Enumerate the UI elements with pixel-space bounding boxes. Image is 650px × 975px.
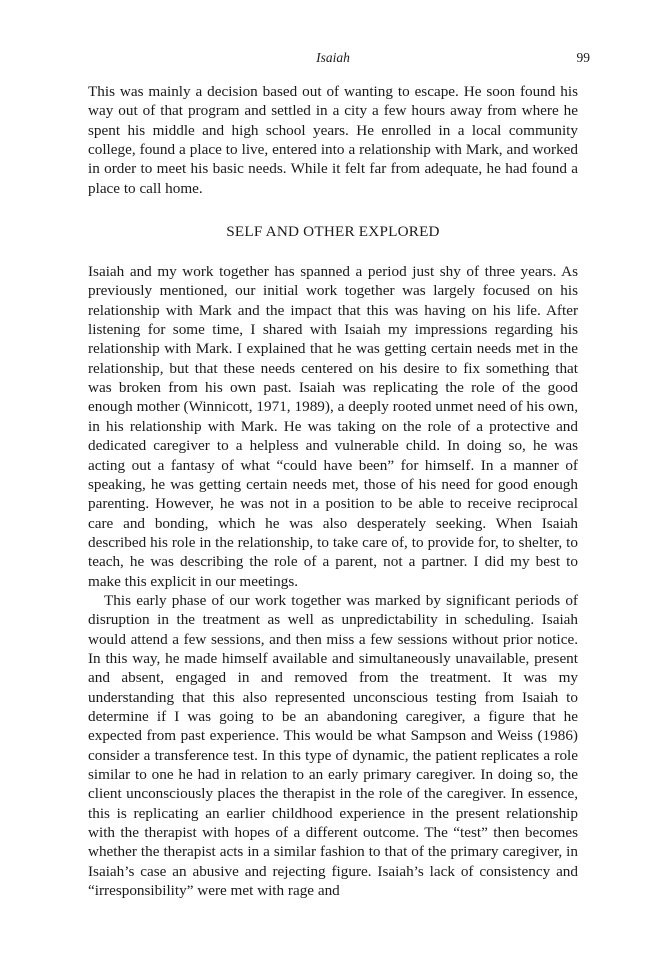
body-paragraph: This early phase of our work together was marked by significant periods of disruption in the treatment as well as unpredictability in scheduling. Isaiah would attend a few sessions, and then miss a few sessions without prior notice. In this way, he made himself available and simultaneously unavailable, present and absent, engaged in and removed from the treatment. It was my understanding that this also represented unconscious testing from Isaiah to determine if I was going to be an abandoning caregiver, a figure that he expected from past experience. This would be what Sampson and Weiss (1986) consider a transference test. In this type of dynamic, the patient replicates a role similar to one he had in relation to an early primary caregiver. In doing so, the client unconsciously places the therapist in the role of the caregiver. In essence, this is replicating an earlier childhood experience in the present relationship with the therapist with hopes of a different outcome. The “test” then becomes whether the therapist acts in a similar fashion to that of the primary caregiver, in Isaiah’s case an abusive and rejecting figure. Isaiah’s lack of consistency and “irresponsibility” were met with rage and: [88, 591, 578, 900]
running-head: [88, 50, 590, 72]
body-paragraph: Isaiah and my work together has spanned a period just shy of three years. As previously mentioned, our initial work together was largely focused on his relationship with Mark and the impact that this was having on his life. After listening for some time, I shared with Isaiah my impressions regarding his relationship with Mark. I explained that he was getting certain needs met in the relationship, but that these needs centered on his desire to fix something that was broken from his own past. Isaiah was replicating the role of the good enough mother (Winnicott, 1971, 1989), a deeply rooted unmet need of his own, in his relationship with Mark. He was taking on the role of a protective and dedicated caregiver to a helpless and vulnerable child. In doing so, he was acting out a fantasy of what “could have been” for himself. In a manner of speaking, he was getting certain needs met, those of his need for good enough parenting. However, he was not in a position to be able to receive reciprocal care and bonding, which he was also desperately seeking. When Isaiah described his role in the relationship, to take care of, to provide for, to shelter, to teach, he was describing the role of a parent, not a partner. I did my best to make this explicit in our meetings.: [88, 263, 578, 590]
section-heading: SELF AND OTHER EXPLORED: [226, 223, 440, 241]
page-number: 99: [576, 50, 590, 65]
book-page: [88, 50, 590, 900]
body-paragraph: This was mainly a decision based out of wanting to escape. He soon found his way out of that program and settled in a city a few hours away from where he spent his middle and high school years. He enrolled in a local community college, found a place to live, entered into a relationship with Mark, and worked in order to meet his basic needs. While it felt far from adequate, he had found a place to call home.: [88, 83, 578, 197]
running-title: Isaiah: [316, 50, 350, 65]
